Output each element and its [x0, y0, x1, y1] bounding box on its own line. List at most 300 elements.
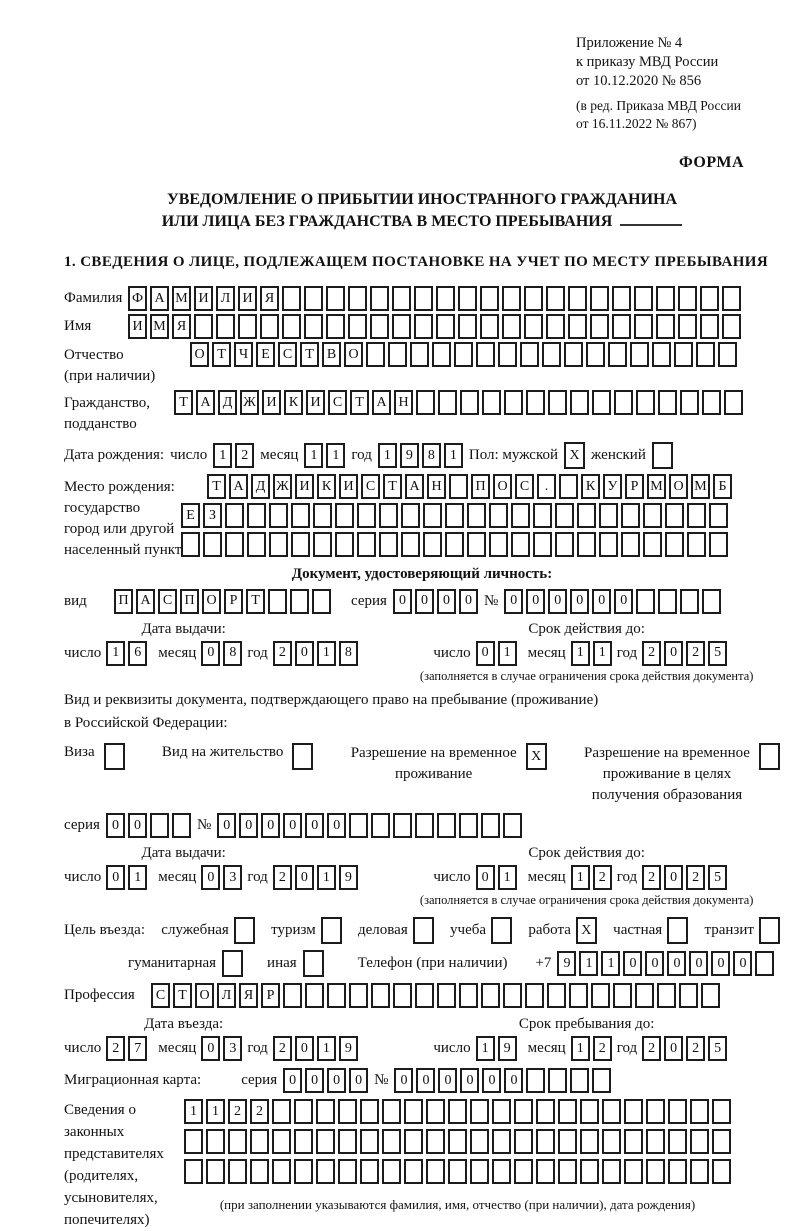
char-cell[interactable]: Р	[625, 474, 644, 499]
char-cell[interactable]: 0	[460, 1068, 479, 1093]
char-cell[interactable]	[316, 1099, 335, 1124]
char-cell[interactable]	[449, 474, 468, 499]
char-cell[interactable]: 0	[201, 865, 220, 890]
char-cell[interactable]	[459, 813, 478, 838]
checkbox-residence-permit[interactable]	[292, 743, 313, 770]
char-cell[interactable]: 1	[184, 1099, 203, 1124]
char-cell[interactable]	[348, 286, 367, 311]
char-cell[interactable]	[393, 983, 412, 1008]
char-cell[interactable]: К	[284, 390, 303, 415]
char-cell[interactable]	[414, 286, 433, 311]
char-cell[interactable]: С	[361, 474, 380, 499]
char-cell[interactable]: И	[194, 286, 213, 311]
char-cell[interactable]: 0	[504, 589, 523, 614]
char-cell[interactable]: 0	[548, 589, 567, 614]
char-cell[interactable]	[722, 286, 741, 311]
char-cell[interactable]: Т	[207, 474, 226, 499]
char-cell[interactable]: Ж	[240, 390, 259, 415]
char-cell[interactable]: О	[202, 589, 221, 614]
char-cell[interactable]: О	[493, 474, 512, 499]
char-cell[interactable]	[724, 390, 743, 415]
char-cell[interactable]	[634, 286, 653, 311]
char-cell[interactable]: Р	[261, 983, 280, 1008]
char-cell[interactable]: М	[647, 474, 666, 499]
char-cell[interactable]: 2	[273, 641, 292, 666]
char-cell[interactable]	[392, 314, 411, 339]
char-cell[interactable]: А	[229, 474, 248, 499]
char-cell[interactable]: К	[317, 474, 336, 499]
char-cell[interactable]	[668, 1099, 687, 1124]
char-cell[interactable]: Ч	[234, 342, 253, 367]
char-cell[interactable]	[388, 342, 407, 367]
checkbox-purpose-transit[interactable]	[759, 917, 780, 944]
char-cell[interactable]	[448, 1099, 467, 1124]
char-cell[interactable]	[349, 983, 368, 1008]
char-cell[interactable]: 1	[498, 865, 517, 890]
char-cell[interactable]	[360, 1129, 379, 1154]
char-cell[interactable]: 0	[201, 641, 220, 666]
char-cell[interactable]	[194, 314, 213, 339]
char-cell[interactable]	[357, 532, 376, 557]
char-cell[interactable]	[580, 1129, 599, 1154]
char-cell[interactable]	[503, 983, 522, 1008]
char-cell[interactable]: 0	[305, 813, 324, 838]
char-cell[interactable]	[393, 813, 412, 838]
char-cell[interactable]: П	[114, 589, 133, 614]
char-cell[interactable]: 1	[601, 951, 620, 976]
checkbox-purpose-official[interactable]	[234, 917, 255, 944]
char-cell[interactable]	[558, 1129, 577, 1154]
char-cell[interactable]: .	[537, 474, 556, 499]
char-cell[interactable]: И	[238, 286, 257, 311]
char-cell[interactable]: 9	[557, 951, 576, 976]
char-cell[interactable]	[568, 286, 587, 311]
char-cell[interactable]: У	[603, 474, 622, 499]
char-cell[interactable]	[404, 1099, 423, 1124]
char-cell[interactable]	[247, 503, 266, 528]
checkbox-sex-male[interactable]: X	[564, 442, 585, 469]
char-cell[interactable]	[646, 1129, 665, 1154]
char-cell[interactable]	[520, 342, 539, 367]
char-cell[interactable]: 8	[422, 443, 441, 468]
char-cell[interactable]	[250, 1129, 269, 1154]
char-cell[interactable]	[690, 1129, 709, 1154]
char-cell[interactable]: 2	[686, 1036, 705, 1061]
char-cell[interactable]: 1	[128, 865, 147, 890]
char-cell[interactable]: 0	[667, 951, 686, 976]
char-cell[interactable]: 2	[228, 1099, 247, 1124]
char-cell[interactable]	[658, 390, 677, 415]
char-cell[interactable]	[712, 1129, 731, 1154]
char-cell[interactable]	[570, 1068, 589, 1093]
char-cell[interactable]: И	[128, 314, 147, 339]
char-cell[interactable]	[548, 390, 567, 415]
char-cell[interactable]	[379, 503, 398, 528]
char-cell[interactable]	[414, 314, 433, 339]
char-cell[interactable]	[423, 532, 442, 557]
char-cell[interactable]: 9	[339, 865, 358, 890]
char-cell[interactable]	[437, 983, 456, 1008]
char-cell[interactable]: 0	[106, 865, 125, 890]
char-cell[interactable]: 0	[711, 951, 730, 976]
char-cell[interactable]	[290, 589, 309, 614]
char-cell[interactable]	[599, 532, 618, 557]
char-cell[interactable]: 1	[571, 1036, 590, 1061]
char-cell[interactable]: 0	[394, 1068, 413, 1093]
char-cell[interactable]	[674, 342, 693, 367]
char-cell[interactable]	[524, 286, 543, 311]
char-cell[interactable]	[678, 314, 697, 339]
checkbox-temp-residence-edu[interactable]	[759, 743, 780, 770]
char-cell[interactable]	[357, 503, 376, 528]
char-cell[interactable]: 0	[393, 589, 412, 614]
char-cell[interactable]	[602, 1099, 621, 1124]
char-cell[interactable]	[216, 314, 235, 339]
char-cell[interactable]	[272, 1129, 291, 1154]
char-cell[interactable]: 1	[326, 443, 345, 468]
char-cell[interactable]: А	[136, 589, 155, 614]
char-cell[interactable]	[382, 1099, 401, 1124]
char-cell[interactable]: 0	[570, 589, 589, 614]
char-cell[interactable]	[657, 983, 676, 1008]
checkbox-purpose-other[interactable]	[303, 950, 324, 977]
char-cell[interactable]	[335, 532, 354, 557]
char-cell[interactable]	[636, 589, 655, 614]
char-cell[interactable]: Я	[260, 286, 279, 311]
char-cell[interactable]: 0	[283, 1068, 302, 1093]
char-cell[interactable]: М	[691, 474, 710, 499]
char-cell[interactable]	[404, 1129, 423, 1154]
char-cell[interactable]	[690, 1099, 709, 1124]
char-cell[interactable]	[624, 1099, 643, 1124]
char-cell[interactable]: 1	[206, 1099, 225, 1124]
checkbox-purpose-tourism[interactable]	[321, 917, 342, 944]
char-cell[interactable]: 8	[223, 641, 242, 666]
char-cell[interactable]	[548, 1068, 567, 1093]
char-cell[interactable]: 0	[476, 641, 495, 666]
char-cell[interactable]: 5	[708, 641, 727, 666]
char-cell[interactable]	[665, 532, 684, 557]
char-cell[interactable]	[269, 503, 288, 528]
char-cell[interactable]: 1	[579, 951, 598, 976]
char-cell[interactable]: 0	[664, 641, 683, 666]
char-cell[interactable]	[150, 813, 169, 838]
char-cell[interactable]	[702, 390, 721, 415]
char-cell[interactable]	[546, 286, 565, 311]
char-cell[interactable]: 0	[592, 589, 611, 614]
char-cell[interactable]	[709, 532, 728, 557]
char-cell[interactable]: О	[190, 342, 209, 367]
char-cell[interactable]	[467, 532, 486, 557]
char-cell[interactable]: 2	[593, 865, 612, 890]
char-cell[interactable]: 1	[498, 641, 517, 666]
char-cell[interactable]: 0	[733, 951, 752, 976]
char-cell[interactable]: 0	[664, 1036, 683, 1061]
char-cell[interactable]: 2	[235, 443, 254, 468]
char-cell[interactable]	[349, 813, 368, 838]
checkbox-purpose-work[interactable]: X	[576, 917, 597, 944]
char-cell[interactable]: Л	[217, 983, 236, 1008]
char-cell[interactable]	[480, 286, 499, 311]
char-cell[interactable]	[392, 286, 411, 311]
char-cell[interactable]: 0	[295, 1036, 314, 1061]
char-cell[interactable]	[291, 503, 310, 528]
char-cell[interactable]: П	[471, 474, 490, 499]
char-cell[interactable]: 3	[223, 865, 242, 890]
char-cell[interactable]	[436, 314, 455, 339]
char-cell[interactable]: 1	[444, 443, 463, 468]
char-cell[interactable]	[203, 532, 222, 557]
char-cell[interactable]: 9	[339, 1036, 358, 1061]
checkbox-sex-female[interactable]	[652, 442, 673, 469]
char-cell[interactable]	[313, 532, 332, 557]
char-cell[interactable]: Е	[181, 503, 200, 528]
char-cell[interactable]	[652, 342, 671, 367]
char-cell[interactable]: 1	[106, 641, 125, 666]
char-cell[interactable]: С	[328, 390, 347, 415]
char-cell[interactable]	[432, 342, 451, 367]
char-cell[interactable]: Д	[251, 474, 270, 499]
char-cell[interactable]	[511, 532, 530, 557]
char-cell[interactable]	[608, 342, 627, 367]
char-cell[interactable]	[643, 532, 662, 557]
char-cell[interactable]	[498, 342, 517, 367]
char-cell[interactable]	[533, 503, 552, 528]
char-cell[interactable]: 5	[708, 865, 727, 890]
char-cell[interactable]	[599, 503, 618, 528]
char-cell[interactable]	[370, 314, 389, 339]
char-cell[interactable]: 0	[239, 813, 258, 838]
char-cell[interactable]	[643, 503, 662, 528]
char-cell[interactable]	[592, 1068, 611, 1093]
char-cell[interactable]: С	[151, 983, 170, 1008]
char-cell[interactable]: 2	[642, 641, 661, 666]
char-cell[interactable]: 7	[128, 1036, 147, 1061]
char-cell[interactable]	[680, 589, 699, 614]
char-cell[interactable]: А	[196, 390, 215, 415]
char-cell[interactable]	[181, 532, 200, 557]
char-cell[interactable]: 0	[106, 813, 125, 838]
char-cell[interactable]: 1	[317, 1036, 336, 1061]
char-cell[interactable]: М	[172, 286, 191, 311]
char-cell[interactable]: Д	[218, 390, 237, 415]
char-cell[interactable]	[268, 589, 287, 614]
char-cell[interactable]: Я	[172, 314, 191, 339]
char-cell[interactable]	[709, 503, 728, 528]
char-cell[interactable]: 0	[201, 1036, 220, 1061]
char-cell[interactable]: 0	[305, 1068, 324, 1093]
char-cell[interactable]: 0	[327, 1068, 346, 1093]
char-cell[interactable]	[503, 813, 522, 838]
char-cell[interactable]: 0	[459, 589, 478, 614]
char-cell[interactable]	[665, 503, 684, 528]
char-cell[interactable]	[564, 342, 583, 367]
checkbox-temp-residence[interactable]: X	[526, 743, 547, 770]
char-cell[interactable]: 0	[128, 813, 147, 838]
char-cell[interactable]: 0	[416, 1068, 435, 1093]
char-cell[interactable]	[269, 532, 288, 557]
char-cell[interactable]	[415, 813, 434, 838]
char-cell[interactable]: 0	[295, 865, 314, 890]
char-cell[interactable]	[569, 983, 588, 1008]
checkbox-purpose-private[interactable]	[667, 917, 688, 944]
char-cell[interactable]: 0	[476, 865, 495, 890]
char-cell[interactable]	[524, 314, 543, 339]
char-cell[interactable]: П	[180, 589, 199, 614]
char-cell[interactable]	[700, 286, 719, 311]
char-cell[interactable]: 2	[686, 641, 705, 666]
char-cell[interactable]	[454, 342, 473, 367]
char-cell[interactable]: 0	[614, 589, 633, 614]
char-cell[interactable]	[511, 503, 530, 528]
char-cell[interactable]: А	[372, 390, 391, 415]
char-cell[interactable]	[326, 314, 345, 339]
char-cell[interactable]: З	[203, 503, 222, 528]
char-cell[interactable]: Н	[394, 390, 413, 415]
char-cell[interactable]	[326, 286, 345, 311]
char-cell[interactable]	[360, 1099, 379, 1124]
char-cell[interactable]	[379, 532, 398, 557]
char-cell[interactable]: 1	[593, 641, 612, 666]
char-cell[interactable]	[492, 1099, 511, 1124]
char-cell[interactable]: О	[195, 983, 214, 1008]
char-cell[interactable]	[536, 1129, 555, 1154]
char-cell[interactable]	[546, 314, 565, 339]
char-cell[interactable]	[612, 286, 631, 311]
char-cell[interactable]	[366, 342, 385, 367]
char-cell[interactable]	[722, 314, 741, 339]
char-cell[interactable]: И	[306, 390, 325, 415]
char-cell[interactable]	[542, 342, 561, 367]
char-cell[interactable]	[568, 314, 587, 339]
char-cell[interactable]	[701, 983, 720, 1008]
char-cell[interactable]: К	[581, 474, 600, 499]
char-cell[interactable]	[656, 286, 675, 311]
char-cell[interactable]	[687, 503, 706, 528]
char-cell[interactable]: 0	[349, 1068, 368, 1093]
char-cell[interactable]	[586, 342, 605, 367]
char-cell[interactable]	[423, 503, 442, 528]
char-cell[interactable]	[636, 390, 655, 415]
char-cell[interactable]	[225, 503, 244, 528]
char-cell[interactable]	[480, 314, 499, 339]
char-cell[interactable]	[436, 286, 455, 311]
char-cell[interactable]	[458, 314, 477, 339]
char-cell[interactable]: 0	[437, 589, 456, 614]
char-cell[interactable]	[533, 532, 552, 557]
char-cell[interactable]	[426, 1129, 445, 1154]
char-cell[interactable]	[700, 314, 719, 339]
char-cell[interactable]	[656, 314, 675, 339]
char-cell[interactable]	[291, 532, 310, 557]
char-cell[interactable]	[591, 983, 610, 1008]
char-cell[interactable]	[481, 813, 500, 838]
char-cell[interactable]	[718, 342, 737, 367]
char-cell[interactable]	[458, 286, 477, 311]
char-cell[interactable]	[580, 1099, 599, 1124]
char-cell[interactable]	[502, 286, 521, 311]
char-cell[interactable]	[371, 813, 390, 838]
char-cell[interactable]	[238, 314, 257, 339]
char-cell[interactable]	[335, 503, 354, 528]
char-cell[interactable]: 2	[106, 1036, 125, 1061]
char-cell[interactable]	[482, 390, 501, 415]
char-cell[interactable]: 2	[642, 1036, 661, 1061]
char-cell[interactable]: Б	[713, 474, 732, 499]
char-cell[interactable]	[338, 1129, 357, 1154]
checkbox-purpose-study[interactable]	[491, 917, 512, 944]
char-cell[interactable]	[283, 983, 302, 1008]
char-cell[interactable]	[470, 1099, 489, 1124]
char-cell[interactable]	[687, 532, 706, 557]
char-cell[interactable]	[370, 286, 389, 311]
char-cell[interactable]: И	[295, 474, 314, 499]
char-cell[interactable]	[555, 503, 574, 528]
char-cell[interactable]	[624, 1129, 643, 1154]
char-cell[interactable]	[492, 1129, 511, 1154]
char-cell[interactable]	[621, 503, 640, 528]
char-cell[interactable]	[316, 1129, 335, 1154]
char-cell[interactable]	[172, 813, 191, 838]
char-cell[interactable]: 0	[261, 813, 280, 838]
char-cell[interactable]	[247, 532, 266, 557]
char-cell[interactable]: 0	[482, 1068, 501, 1093]
char-cell[interactable]	[679, 983, 698, 1008]
char-cell[interactable]: 6	[128, 641, 147, 666]
char-cell[interactable]	[536, 1099, 555, 1124]
char-cell[interactable]	[327, 983, 346, 1008]
char-cell[interactable]	[294, 1099, 313, 1124]
char-cell[interactable]	[602, 1129, 621, 1154]
char-cell[interactable]	[502, 314, 521, 339]
char-cell[interactable]	[426, 1099, 445, 1124]
char-cell[interactable]	[555, 532, 574, 557]
char-cell[interactable]	[313, 503, 332, 528]
char-cell[interactable]	[614, 390, 633, 415]
char-cell[interactable]	[635, 983, 654, 1008]
char-cell[interactable]: 2	[642, 865, 661, 890]
char-cell[interactable]	[634, 314, 653, 339]
char-cell[interactable]: И	[339, 474, 358, 499]
char-cell[interactable]	[382, 1129, 401, 1154]
char-cell[interactable]	[476, 342, 495, 367]
char-cell[interactable]	[260, 314, 279, 339]
char-cell[interactable]	[658, 589, 677, 614]
char-cell[interactable]	[577, 532, 596, 557]
char-cell[interactable]: А	[150, 286, 169, 311]
char-cell[interactable]	[504, 390, 523, 415]
char-cell[interactable]: 1	[571, 641, 590, 666]
char-cell[interactable]	[514, 1129, 533, 1154]
char-cell[interactable]: 1	[317, 641, 336, 666]
char-cell[interactable]	[558, 1099, 577, 1124]
char-cell[interactable]: А	[405, 474, 424, 499]
char-cell[interactable]: 0	[689, 951, 708, 976]
char-cell[interactable]: Т	[300, 342, 319, 367]
char-cell[interactable]: Е	[256, 342, 275, 367]
char-cell[interactable]	[712, 1099, 731, 1124]
char-cell[interactable]: Н	[427, 474, 446, 499]
char-cell[interactable]	[305, 983, 324, 1008]
char-cell[interactable]	[592, 390, 611, 415]
char-cell[interactable]: 8	[339, 641, 358, 666]
char-cell[interactable]	[668, 1129, 687, 1154]
char-cell[interactable]	[445, 503, 464, 528]
char-cell[interactable]: 0	[664, 865, 683, 890]
char-cell[interactable]: 1	[304, 443, 323, 468]
checkbox-visa[interactable]	[104, 743, 125, 770]
char-cell[interactable]: 5	[708, 1036, 727, 1061]
